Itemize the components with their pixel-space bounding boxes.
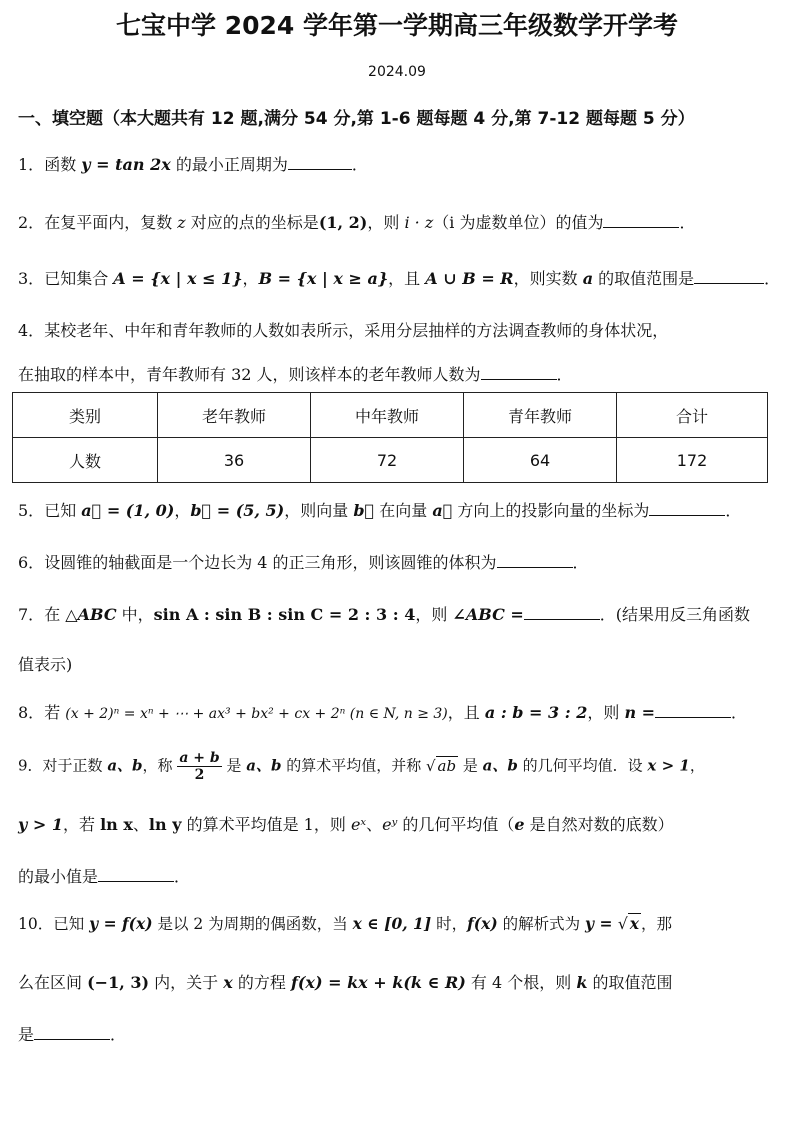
table-header-cell: 青年教师 <box>464 393 617 438</box>
table-header-cell: 合计 <box>617 393 768 438</box>
fraction: $\frac{a + b}{2}$ <box>179 750 220 783</box>
answer-blank <box>481 365 557 380</box>
section-heading: 一、填空题（本大题共有 12 题,满分 54 分,第 1-6 题每题 4 分,第 7-12 题每题 5 分） <box>18 109 695 129</box>
answer-blank <box>524 605 600 620</box>
question-9-line-3: 的最小值是 ． <box>18 867 191 886</box>
table-header-cell: 老年教师 <box>158 393 311 438</box>
answer-blank <box>98 867 174 882</box>
question-9-line-1: 9．对于正数 a、b，称 $\frac{a + b}{2}$ 是 a、b 的算术平均值，并称 √ ab 是 a、b 的几何平均值．设 x > 1， <box>18 750 705 783</box>
answer-blank <box>694 269 764 284</box>
table-cell: 72 <box>311 438 464 483</box>
question-8: 8．若 (x + 2)ⁿ = xⁿ + ⋯ + ax³ + bx² + cx + 2ⁿ (n ∈ N, n ≥ 3)，且 a : b = 3 : 2，则 n = ． <box>18 703 748 722</box>
question-10-line-2: 么在区间 (−1, 3) 内，关于 x 的方程 f(x) = kx + k(k ∈ R) 有 4 个根，则 k 的取值范围 <box>18 973 673 992</box>
question-10-line-3: 是 ． <box>18 1025 127 1044</box>
table-cell: 人数 <box>13 438 158 483</box>
answer-blank <box>603 213 679 228</box>
exam-date: 2024.09 <box>368 64 426 80</box>
answer-blank <box>649 501 725 516</box>
page-title: 七宝中学 2024 学年第一学期高三年级数学开学考 <box>116 11 678 40</box>
question-1: 1．函数 y = tan 2x 的最小正周期为 ． <box>18 155 368 174</box>
table-cell: 36 <box>158 438 311 483</box>
answer-blank <box>655 703 731 718</box>
question-10-line-1: 10．已知 y = f(x) 是以 2 为周期的偶函数，当 x ∈ [0, 1] 时，f(x) 的解析式为 y = √ x ，那 <box>18 914 672 933</box>
question-4-line-1: 4．某校老年、中年和青年教师的人数如表所示，采用分层抽样的方法调查教师的身体状况， <box>18 321 669 340</box>
teacher-count-table <box>12 392 768 483</box>
table-header-cell: 中年教师 <box>311 393 464 438</box>
question-4-line-2: 在抽取的样本中，青年教师有 32 人，则该样本的老年教师人数为 ． <box>18 365 573 384</box>
table-header-cell: 类别 <box>13 393 158 438</box>
question-9-line-2: y > 1，若 ln x、ln y 的算术平均值是 1，则 eˣ、eʸ 的几何平均值（e 是自然对数的底数） <box>18 815 674 834</box>
table-cell: 64 <box>464 438 617 483</box>
question-3: 3．已知集合 A = {x | x ≤ 1}，B = {x | x ≥ a}，且 A ∪ B = R，则实数 a 的取值范围是 ． <box>18 269 781 288</box>
question-5: 5．已知 a⃗ = (1, 0)，b⃗ = (5, 5)，则向量 b⃗ 在向量 a⃗ 方向上的投影向量的坐标为 ． <box>18 501 742 520</box>
answer-blank <box>497 553 573 568</box>
question-6: 6．设圆锥的轴截面是一个边长为 4 的正三角形，则该圆锥的体积为 ． <box>18 553 589 572</box>
question-2: 2．在复平面内，复数 z 对应的点的坐标是(1, 2)，则 i · z（i 为虚数单位）的值为 ． <box>18 213 696 232</box>
answer-blank <box>34 1025 110 1040</box>
question-7-line-1: 7．在 △ABC 中，sin A : sin B : sin C = 2 : 3 : 4，则 ∠ABC = ．(结果用反三角函数 <box>18 605 751 624</box>
table-cell: 172 <box>617 438 768 483</box>
table-header-row <box>13 393 768 438</box>
question-7-line-2: 值表示) <box>18 655 73 674</box>
answer-blank <box>288 155 352 170</box>
table-row <box>13 438 768 483</box>
